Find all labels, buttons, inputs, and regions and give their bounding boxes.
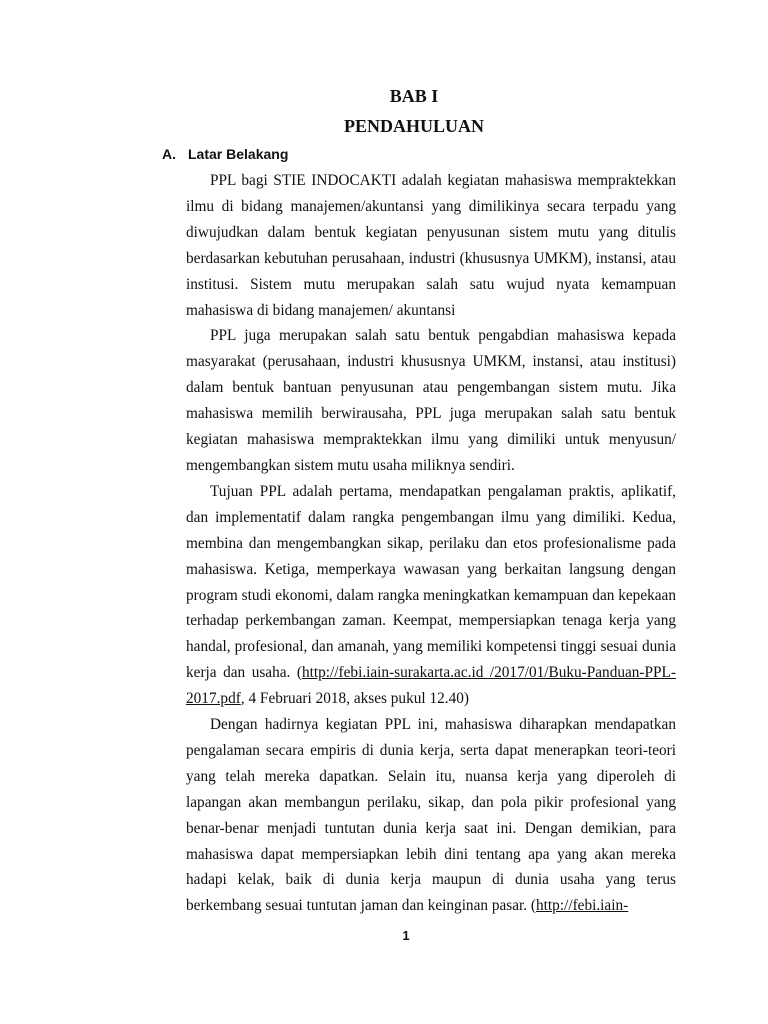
paragraph-2 xyxy=(186,323,676,478)
section-letter: A. xyxy=(162,146,176,162)
chapter-label: BAB I xyxy=(389,86,439,106)
page-number: 1 xyxy=(402,928,410,943)
paragraph-4 xyxy=(186,712,676,919)
section-title: Latar Belakang xyxy=(188,146,289,162)
paragraph-3-text: Tujuan PPL adalah pertama, mendapatkan pengalaman praktis, aplikatif, dan implementatif dalam rangka pengembangan ilmu yang dimiliki. Kedua, membina dan mengembangkan sikap, perilaku dan etos profesionalisme pada mahasiswa. Ketiga, memperkaya wawasan yang berkaitan langsung dengan program studi ekonomi, dalam rangka meningkatkan kemampuan dan kepekaan terhadap perkembangan zaman. Keempat, mempersiapkan tenaga kerja yang handal, profesional, dan amanah, yang memiliki kompetensi tinggi sesuai dunia kerja dan usaha. ( xyxy=(186,482,676,682)
paragraph-3 xyxy=(186,479,676,712)
document-body xyxy=(186,168,676,919)
paragraph-1 xyxy=(186,168,676,323)
paragraph-4-text: Dengan hadirnya kegiatan PPL ini, mahasiswa diharapkan mendapatkan pengalaman secara empiris di dunia kerja, serta dapat menerapkan teori-teori yang telah mereka dapatkan. Selain itu, nuansa kerja yang diperoleh di lapangan akan membangun perilaku, sikap, dan pola pikir profesional yang benar-benar menjadi tuntutan dunia kerja saat ini. Dengan demikian, para mahasiswa dapat mempersiapkan lebih dini tentang apa yang akan mereka hadapi kelak, baik di dunia kerja maupun di dunia usaha yang terus berkembang sesuai tuntutan jaman dan keinginan pasar. ( xyxy=(186,716,676,915)
paragraph-1-text: PPL bagi STIE INDOCAKTI adalah kegiatan mahasiswa mempraktekkan ilmu di bidang manajemen/akuntansi yang dimilikinya secara terpadu yang diwujudkan dalam bentuk kegiatan penyusunan sistem mutu yang ditulis berdasarkan kebutuhan perusahaan, industri (khususnya UMKM), instansi, atau institusi. Sistem mutu merupakan salah satu wujud nyata kemampuan mahasiswa di bidang manajemen/ akuntansi xyxy=(186,172,676,319)
reference-link-2[interactable]: http://febi.iain- xyxy=(536,897,629,915)
paragraph-2-text: PPL juga merupakan salah satu bentuk pengabdian mahasiswa kepada masyarakat (perusahaan, industri khususnya UMKM, instansi, atau institusi) dalam bentuk bantuan penyusunan atau pengembangan sistem mutu. Jika mahasiswa memilih berwirausaha, PPL juga merupakan salah satu bentuk kegiatan mahasiswa mempraktekkan ilmu yang dimiliki untuk menyusun/ mengembangkan sistem mutu usaha miliknya sendiri. xyxy=(186,327,676,474)
paragraph-3-citation: , 4 Februari 2018, akses pukul 12.40) xyxy=(240,690,469,708)
reference-link-1[interactable]: http://febi.iain-surakarta.ac.id /2017/01/Buku-Panduan-PPL-2017.pdf xyxy=(186,664,676,708)
chapter-title: PENDAHULUAN xyxy=(343,116,484,136)
section-heading xyxy=(162,146,288,162)
